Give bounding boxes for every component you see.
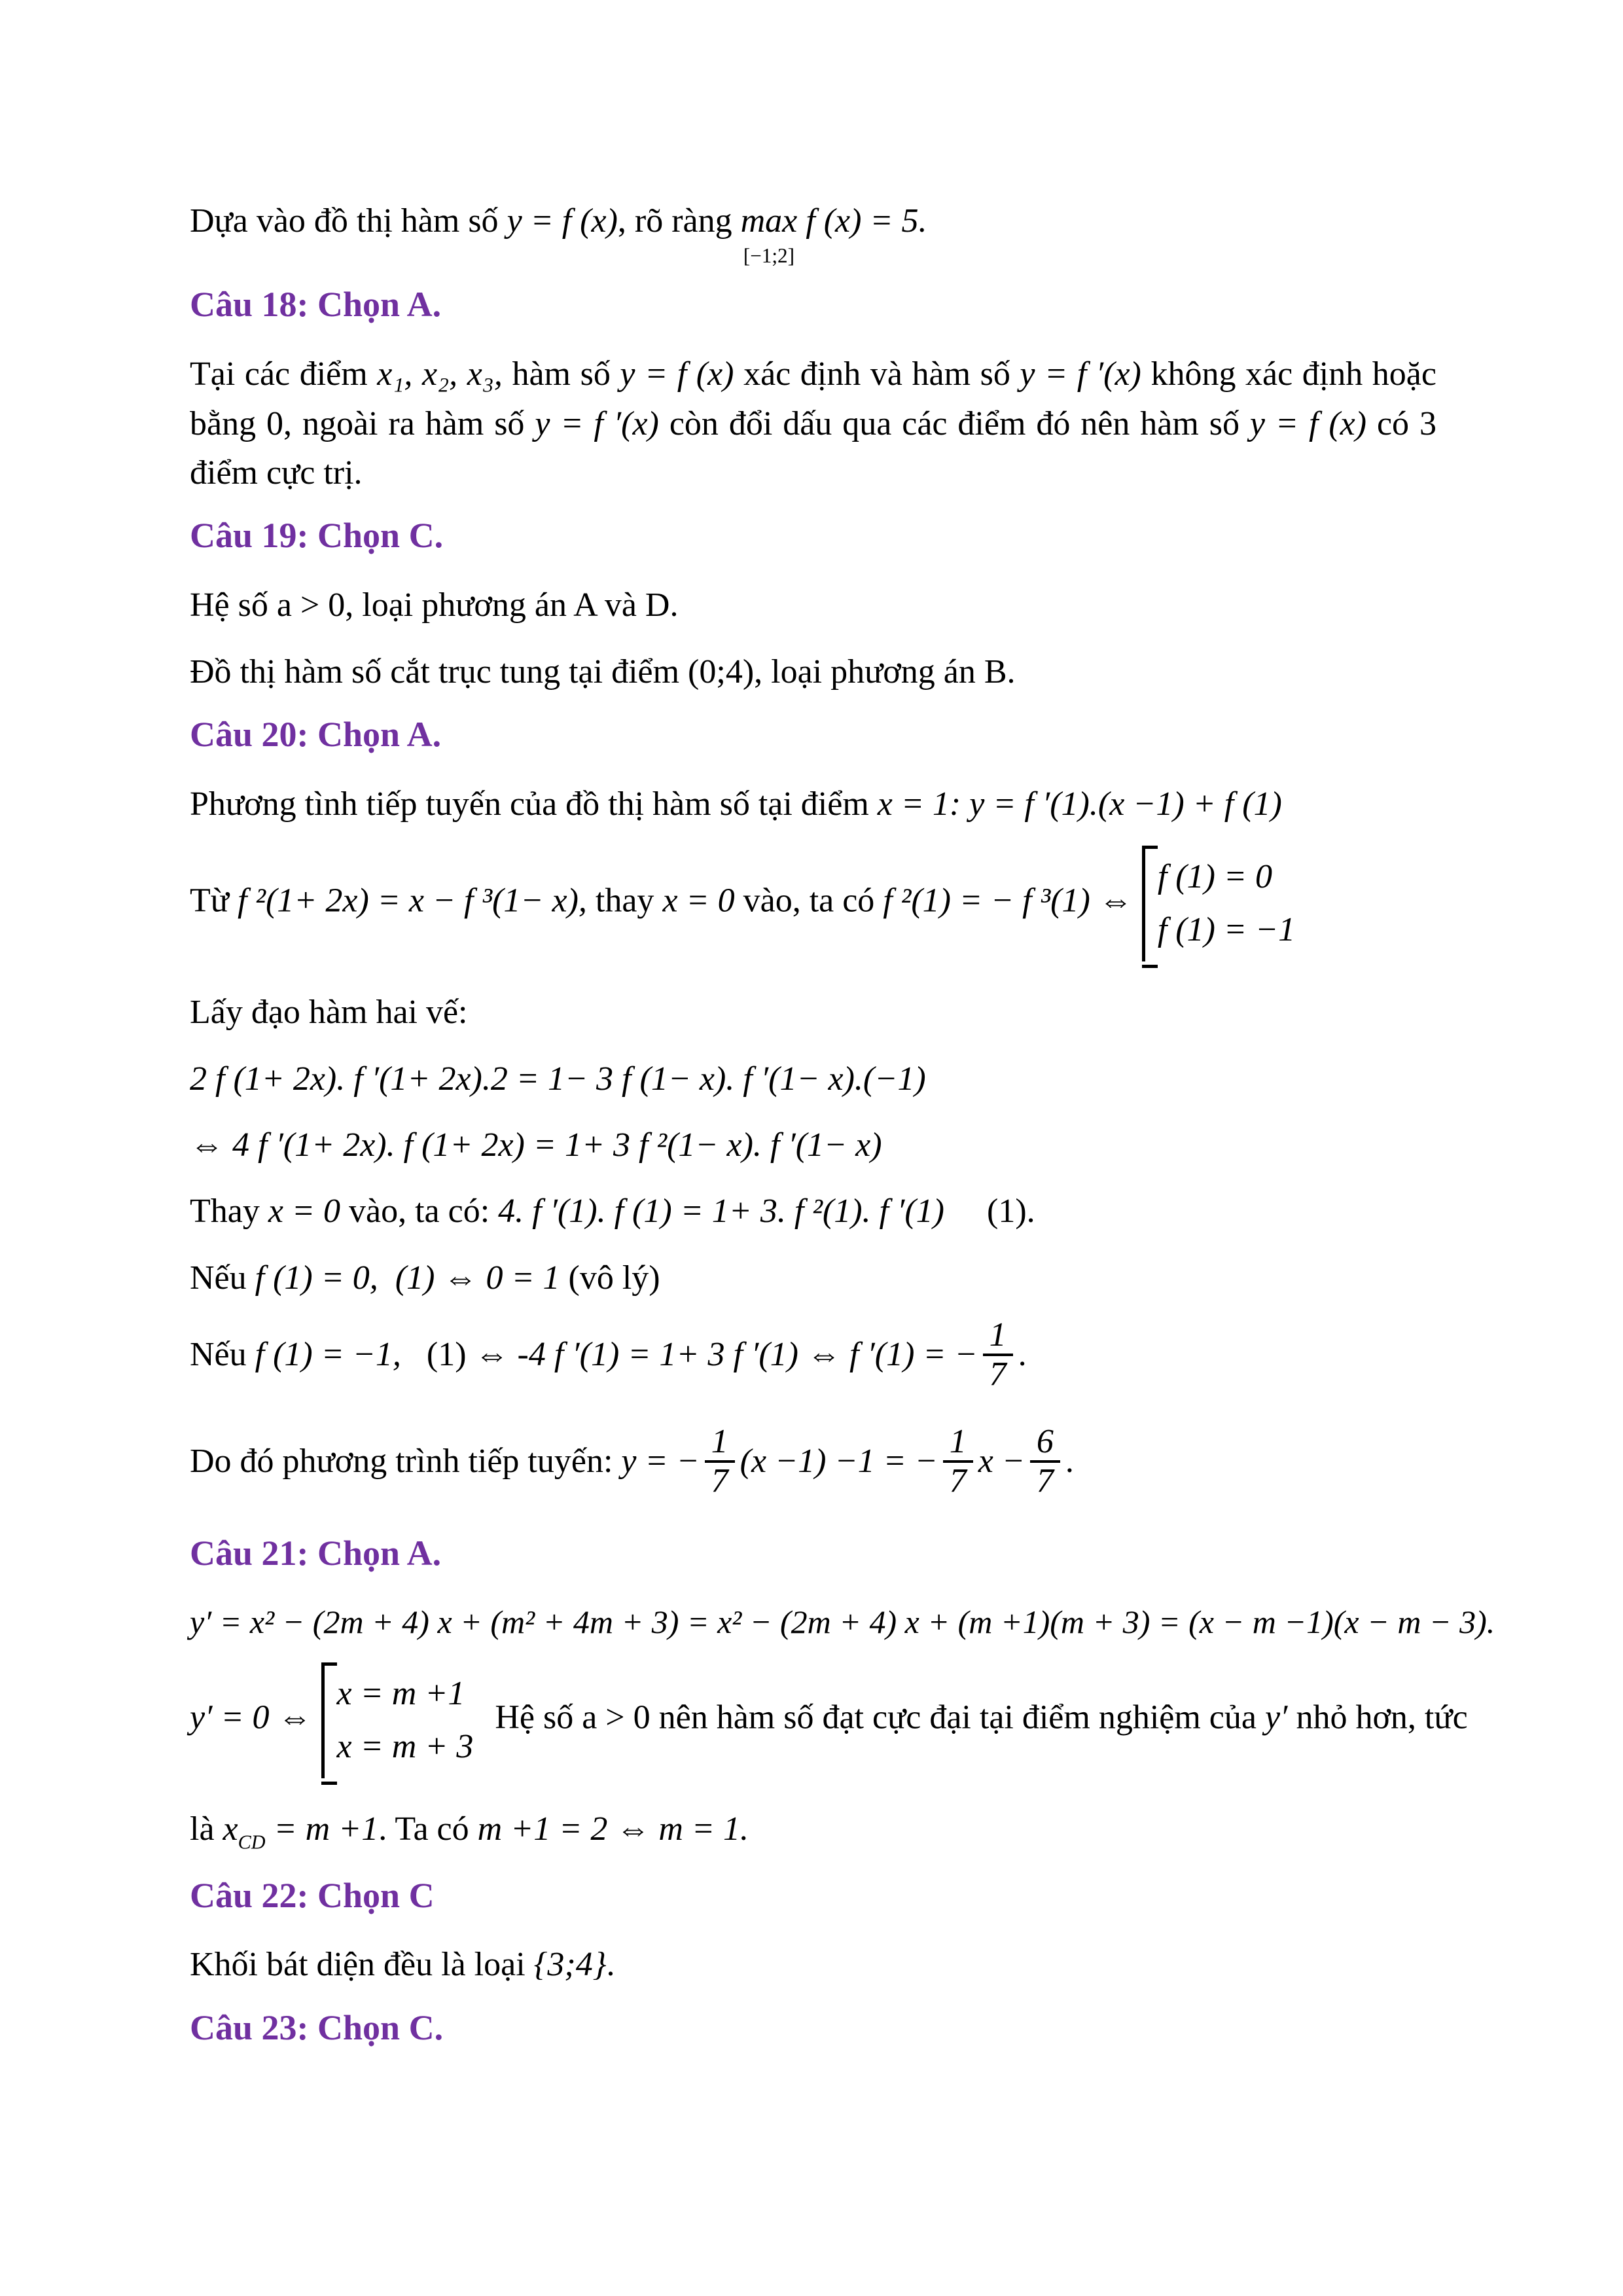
line-tangent-result (190, 1422, 1436, 1502)
para-cau-18 (190, 350, 1436, 497)
heading-cau-18: Câu 18: Chọn A. (190, 285, 442, 325)
math-run: f ²(1+ 2x) = x − f ³(1− x), (237, 882, 587, 920)
line-substitute-x0 (190, 1187, 1436, 1236)
case-row: f (1) = 0 (1157, 858, 1272, 896)
heading-cau-20: Câu 20: Chọn A. (190, 714, 442, 754)
math-run: f ²(1) = − f ³(1) ⇔ (883, 882, 1133, 920)
math-run: x = 1: y = f ′(1).(x −1) + f (1) (877, 785, 1282, 823)
text-run: Tại các điểm (190, 355, 378, 393)
text-run: (1) (401, 1336, 475, 1374)
fraction-denominator: 7 (943, 1460, 973, 1499)
line-tangent-def (190, 780, 1436, 829)
math-run: y = f ′(x) (535, 404, 659, 442)
max-operator: max (740, 202, 798, 240)
text-run: thay (586, 882, 663, 920)
fraction-denominator: 7 (1030, 1460, 1060, 1499)
math-run: y = f (x) (507, 202, 618, 240)
case-row: f (1) = −1 (1157, 910, 1296, 948)
text-run: vào, ta có: (340, 1193, 499, 1230)
text-run: có 3 điểm cực trị. (190, 404, 1436, 492)
line-octahedron (190, 1940, 1436, 1989)
line-cau-19-a: Hệ số a > 0, loại phương án A và D. (190, 586, 679, 624)
text-run: . (606, 1946, 615, 1984)
line-derivative-eq1: 2 f (1+ 2x). f ′(1+ 2x).2 = 1− 3 f (1− x). f ′(1− x).(−1) (190, 1060, 926, 1098)
text-run: Nếu (190, 1336, 255, 1374)
math-run: x − (978, 1442, 1025, 1480)
math-run: f (x) = 5. (797, 202, 927, 240)
fraction (705, 1424, 735, 1499)
math-run: x = 0 (268, 1193, 341, 1230)
math-run: f (1) = 0, (255, 1259, 378, 1297)
text-run: không xác định hoặc bằng 0, ngoài ra hàm số (190, 355, 1436, 442)
max-interval: [−1;2] (743, 243, 795, 267)
max-understack (740, 196, 798, 267)
math-run: y = − (621, 1442, 700, 1480)
text-run: (vô lý) (560, 1259, 660, 1297)
fraction (1030, 1424, 1060, 1499)
line-xcd-result (190, 1804, 1436, 1857)
line-yprime-factor: y′ = x² − (2m + 4) x + (m² + 4m + 3) = x² − (2m + 4) x + (m +1)(m + 3) = (x − m −1)(x − m − 3). (190, 1603, 1495, 1640)
text-run: Nếu (190, 1259, 255, 1297)
fraction (983, 1317, 1013, 1393)
math-run: f (1) = −1, (255, 1336, 401, 1374)
case-row: x = m + 3 (336, 1727, 474, 1765)
fraction-denominator: 7 (705, 1460, 735, 1499)
subscript-cd: CD (238, 1831, 266, 1854)
heading-cau-22: Câu 22: Chọn C (190, 1875, 435, 1915)
intro-line (190, 196, 1436, 267)
line-derivative-eq2: ⇔ 4 f ′(1+ 2x). f (1+ 2x) = 1+ 3 f ²(1− x). f ′(1− x) (190, 1126, 882, 1164)
math-run: y = f (x) (1249, 404, 1367, 442)
text-run: Do đó phương trình tiếp tuyến: (190, 1442, 622, 1480)
text-run: . (1018, 1336, 1027, 1374)
math-run: y = f (x) (620, 355, 734, 393)
heading-cau-23: Câu 23: Chọn C. (190, 2007, 444, 2047)
math-run: {3;4} (533, 1946, 607, 1984)
math-run: m +1 = 2 ⇔ m = 1. (477, 1810, 749, 1848)
fraction-denominator: 7 (983, 1354, 1013, 1393)
math-run: x (223, 1810, 238, 1848)
line-derivative-intro: Lấy đạo hàm hai vế: (190, 994, 468, 1031)
text-run: (1). (944, 1193, 1035, 1230)
text-run: là (190, 1810, 223, 1848)
cases-bracket (321, 1662, 478, 1778)
math-run: (x −1) −1 = − (740, 1442, 938, 1480)
fraction-numerator: 6 (1036, 1422, 1054, 1460)
line-yprime-roots (190, 1662, 1468, 1778)
fraction-numerator: 1 (949, 1422, 967, 1460)
text-run: xác định và hàm số (734, 355, 1020, 393)
text-run: . Ta có (378, 1810, 478, 1848)
heading-cau-19: Câu 19: Chọn C. (190, 516, 444, 556)
math-run: x₁, x₂, x₃, (377, 355, 503, 393)
line-substitute-cases (190, 846, 1436, 961)
math-run: 4. f ′(1). f (1) = 1+ 3. f ²(1). f ′(1) (498, 1193, 944, 1230)
math-run: y = f ′(x) (1020, 355, 1141, 393)
fraction (943, 1424, 973, 1499)
heading-cau-21: Câu 21: Chọn A. (190, 1533, 442, 1573)
math-run: (1) ⇔ 0 = 1 (395, 1259, 560, 1297)
text-run: vào, ta có (734, 882, 883, 920)
case-row: x = m +1 (336, 1675, 465, 1713)
line-case-minus-one (190, 1316, 1436, 1395)
text-run: Dựa vào đồ thị hàm số (190, 202, 507, 240)
text-run: Thay (190, 1193, 268, 1230)
math-run: = m +1 (265, 1810, 379, 1848)
text-run: Hệ số a > 0 nên hàm số đạt cực đại tại điểm nghiệm của (486, 1698, 1265, 1736)
line-cau-19-b: Đồ thị hàm số cắt trục tung tại điểm (0;4), loại phương án B. (190, 653, 1016, 691)
text-run: còn đổi dấu qua các điểm đó nên hàm số (658, 404, 1250, 442)
line-case-zero (190, 1253, 1436, 1302)
math-run: y′ (1264, 1698, 1288, 1736)
text-run: Từ (190, 882, 238, 920)
text-run: nhỏ hơn, tức (1287, 1698, 1468, 1736)
text-run: , rõ ràng (617, 202, 741, 240)
text-run: hàm số (502, 355, 620, 393)
fraction-numerator: 1 (711, 1422, 728, 1460)
text-run: Khối bát diện đều là loại (190, 1946, 534, 1984)
math-run: x = 0 (662, 882, 735, 920)
fraction-numerator: 1 (989, 1316, 1007, 1354)
text-run: Phương tình tiếp tuyến của đồ thị hàm số tại điểm (190, 785, 878, 823)
math-run: y′ = 0 ⇔ (190, 1698, 312, 1736)
text-run (378, 1259, 395, 1297)
math-run: ⇔ -4 f ′(1) = 1+ 3 f ′(1) ⇔ f ′(1) = − (474, 1336, 978, 1374)
text-run: . (1065, 1442, 1074, 1480)
cases-bracket (1142, 846, 1299, 961)
